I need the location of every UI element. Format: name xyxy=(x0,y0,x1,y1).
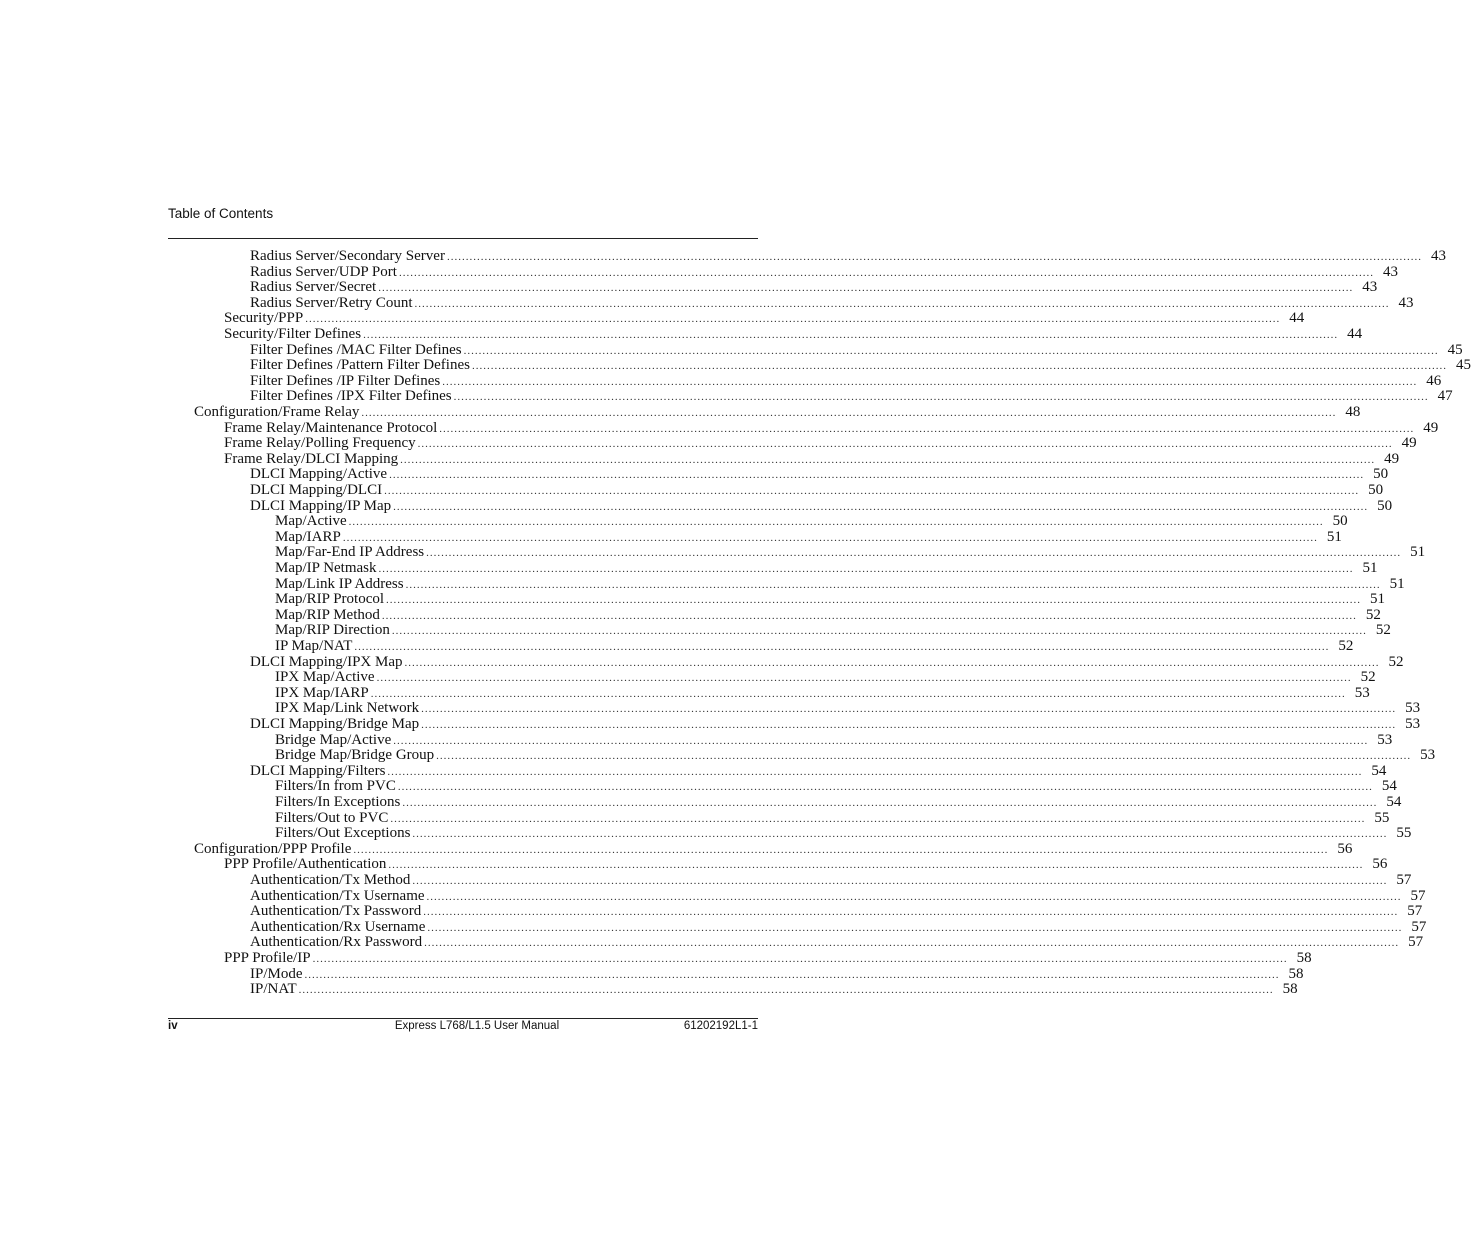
toc-dot-leader: .................................................................................................................................................................................................................................................................... xyxy=(391,625,1367,638)
toc-dot-leader: .................................................................................................................................................................................................................................................................... xyxy=(402,797,1378,809)
toc-entry-title: Bridge Map/Bridge Group xyxy=(275,747,435,764)
toc-entry[interactable] xyxy=(194,840,1353,857)
toc-dot-leader: .................................................................................................................................................................................................................................................................... xyxy=(389,469,1365,482)
toc-entry-page: 51 xyxy=(1389,575,1405,592)
toc-entry[interactable] xyxy=(275,606,1381,623)
toc-dot-leader: .................................................................................................................................................................................................................................................................... xyxy=(378,563,1354,575)
toc-entry[interactable] xyxy=(250,653,1404,670)
toc-dot-leader: .................................................................................................................................................................................................................................................................... xyxy=(414,297,1390,310)
toc-entry-title: Frame Relay/DLCI Mapping xyxy=(224,450,399,467)
toc-dot-leader: .................................................................................................................................................................................................................................................................... xyxy=(342,531,1318,544)
toc-entry-title: Filter Defines /IPX Filter Defines xyxy=(250,388,452,405)
toc-entry[interactable] xyxy=(224,326,1363,342)
toc-entry-title: Map/Link IP Address xyxy=(275,575,404,592)
toc-entry[interactable] xyxy=(275,747,1436,764)
toc-dot-leader: .................................................................................................................................................................................................................................................................... xyxy=(298,984,1274,997)
toc-entry-title: DLCI Mapping/IP Map xyxy=(250,497,392,514)
toc-dot-leader: .................................................................................................................................................................................................................................................................... xyxy=(421,719,1397,731)
toc-entry-title: Frame Relay/Polling Frequency xyxy=(224,435,416,452)
toc-entry-title: Map/IP Netmask xyxy=(275,560,377,576)
toc-entry-title: Authentication/Tx Password xyxy=(250,903,422,920)
toc-dot-leader: .................................................................................................................................................................................................................................................................... xyxy=(471,360,1447,373)
toc-entry-page: 56 xyxy=(1372,856,1388,873)
toc-entry-page: 52 xyxy=(1375,622,1391,639)
toc-entry[interactable] xyxy=(250,248,1446,264)
toc-dot-leader: .................................................................................................................................................................................................................................................................... xyxy=(417,438,1393,451)
toc-entry-page: 45 xyxy=(1447,341,1463,358)
toc-entry-page: 54 xyxy=(1381,778,1397,795)
toc-dot-leader: .................................................................................................................................................................................................................................................................... xyxy=(398,266,1374,279)
toc-entry[interactable] xyxy=(250,965,1304,982)
toc-entry[interactable] xyxy=(250,279,1378,296)
toc-entry[interactable] xyxy=(275,638,1354,654)
toc-entry[interactable] xyxy=(250,294,1414,311)
toc-entry-page: 52 xyxy=(1338,638,1354,654)
toc-dot-leader: .................................................................................................................................................................................................................................................................... xyxy=(370,687,1346,700)
toc-entry[interactable] xyxy=(224,435,1417,452)
toc-entry[interactable] xyxy=(250,466,1389,483)
toc-entry[interactable] xyxy=(250,903,1423,920)
toc-entry-title: PPP Profile/Authentication xyxy=(224,856,387,873)
toc-entry-title: Radius Server/Retry Count xyxy=(250,294,413,311)
toc-entry-page: 52 xyxy=(1365,606,1381,623)
toc-dot-leader: .................................................................................................................................................................................................................................................................... xyxy=(412,828,1388,841)
toc-dot-leader: .................................................................................................................................................................................................................................................................... xyxy=(463,344,1439,357)
toc-dot-leader: .................................................................................................................................................................................................................................................................... xyxy=(390,812,1366,825)
toc-dot-leader: .................................................................................................................................................................................................................................................................... xyxy=(393,500,1369,513)
toc-entry-title: Frame Relay/Maintenance Protocol xyxy=(224,419,438,436)
toc-dot-leader: .................................................................................................................................................................................................................................................................... xyxy=(354,641,1330,653)
toc-dot-leader: .................................................................................................................................................................................................................................................................... xyxy=(387,765,1363,778)
toc-entry[interactable] xyxy=(275,513,1348,530)
toc-entry-page: 50 xyxy=(1373,466,1389,483)
toc-entry[interactable] xyxy=(275,794,1402,810)
toc-dot-leader: .................................................................................................................................................................................................................................................................... xyxy=(405,578,1381,591)
footer-rule xyxy=(168,1018,758,1019)
toc-entry-page: 54 xyxy=(1371,762,1387,779)
toc-entry-title: Map/Far-End IP Address xyxy=(275,544,425,561)
toc-entry-title: Authentication/Rx Password xyxy=(250,934,423,951)
toc-entry[interactable] xyxy=(250,263,1398,280)
toc-entry-page: 50 xyxy=(1368,482,1384,498)
toc-entry-page: 53 xyxy=(1377,731,1393,748)
toc-entry-page: 44 xyxy=(1289,310,1305,327)
toc-entry[interactable] xyxy=(224,419,1439,436)
toc-entry-page: 57 xyxy=(1407,903,1423,920)
toc-dot-leader: .................................................................................................................................................................................................................................................................... xyxy=(305,313,1281,326)
toc-entry[interactable] xyxy=(250,918,1427,935)
toc-entry[interactable] xyxy=(250,934,1424,951)
toc-entry-page: 43 xyxy=(1362,279,1378,296)
toc-entry-title: Security/PPP xyxy=(224,310,304,327)
toc-entry-title: Filter Defines /MAC Filter Defines xyxy=(250,341,462,358)
toc-entry-title: IPX Map/IARP xyxy=(275,684,369,701)
toc-entry[interactable] xyxy=(250,388,1453,405)
toc-entry-title: DLCI Mapping/DLCI xyxy=(250,482,383,498)
toc-dot-leader: .................................................................................................................................................................................................................................................................... xyxy=(353,843,1329,856)
toc-dot-leader: .................................................................................................................................................................................................................................................................... xyxy=(400,453,1376,466)
toc-entry-page: 56 xyxy=(1337,840,1353,857)
toc-entry-page: 51 xyxy=(1362,560,1378,576)
toc-entry-title: Bridge Map/Active xyxy=(275,731,392,748)
toc-entry[interactable] xyxy=(250,716,1421,732)
toc-dot-leader: .................................................................................................................................................................................................................................................................... xyxy=(446,251,1422,263)
toc-dot-leader: .................................................................................................................................................................................................................................................................... xyxy=(386,594,1362,607)
toc-entry[interactable] xyxy=(250,497,1393,514)
toc-entry-page: 58 xyxy=(1288,965,1304,982)
toc-entry-page: 52 xyxy=(1388,653,1404,670)
footer-part-number: 61202192L1-1 xyxy=(683,1020,758,1032)
toc-dot-leader: .................................................................................................................................................................................................................................................................... xyxy=(378,282,1354,295)
toc-entry-title: Radius Server/UDP Port xyxy=(250,263,397,280)
toc-entry-page: 53 xyxy=(1405,700,1421,717)
toc-entry[interactable] xyxy=(224,450,1400,467)
toc-dot-leader: .................................................................................................................................................................................................................................................................... xyxy=(412,875,1388,887)
toc-entry[interactable] xyxy=(275,622,1391,639)
toc-entry-page: 57 xyxy=(1408,934,1424,951)
toc-entry-page: 57 xyxy=(1410,887,1426,904)
toc-entry-page: 44 xyxy=(1347,326,1363,342)
toc-dot-leader: .................................................................................................................................................................................................................................................................... xyxy=(423,906,1399,919)
toc-dot-leader: .................................................................................................................................................................................................................................................................... xyxy=(436,750,1412,763)
toc-entry[interactable] xyxy=(275,591,1386,608)
footer-page-number: iv xyxy=(168,1020,178,1032)
toc-entry-page: 43 xyxy=(1382,263,1398,280)
toc-entry-title: Authentication/Rx Username xyxy=(250,918,426,935)
toc-entry-title: Map/RIP Protocol xyxy=(275,591,385,608)
toc-dot-leader: .................................................................................................................................................................................................................................................................... xyxy=(388,859,1364,872)
toc-entry[interactable] xyxy=(250,762,1387,779)
toc-entry-title: DLCI Mapping/IPX Map xyxy=(250,653,403,670)
toc-entry-page: 53 xyxy=(1420,747,1436,764)
toc-entry[interactable] xyxy=(224,950,1312,966)
toc-entry[interactable] xyxy=(275,825,1412,842)
toc-dot-leader: .................................................................................................................................................................................................................................................................... xyxy=(384,485,1360,497)
toc-entry[interactable] xyxy=(275,778,1397,795)
toc-entry-title: Filters/Out to PVC xyxy=(275,809,389,826)
toc-entry-page: 53 xyxy=(1405,716,1421,732)
toc-entry[interactable] xyxy=(194,404,1361,420)
page-header-title: Table of Contents xyxy=(168,206,274,221)
toc-entry[interactable] xyxy=(250,372,1442,389)
toc-entry-title: Filter Defines /Pattern Filter Defines xyxy=(250,357,470,374)
toc-entry-title: Filter Defines /IP Filter Defines xyxy=(250,372,441,389)
toc-entry-page: 54 xyxy=(1386,794,1402,810)
toc-entry-page: 51 xyxy=(1370,591,1386,608)
toc-entry[interactable] xyxy=(275,560,1378,576)
toc-entry-page: 57 xyxy=(1396,872,1412,888)
toc-dot-leader: .................................................................................................................................................................................................................................................................... xyxy=(453,391,1429,404)
toc-entry-page: 52 xyxy=(1360,669,1376,686)
toc-entry-title: IPX Map/Link Network xyxy=(275,700,420,717)
toc-entry-page: 58 xyxy=(1282,981,1298,998)
toc-dot-leader: .................................................................................................................................................................................................................................................................... xyxy=(376,672,1352,685)
toc-dot-leader: .................................................................................................................................................................................................................................................................... xyxy=(404,656,1380,669)
toc-entry-page: 57 xyxy=(1411,918,1427,935)
toc-dot-leader: .................................................................................................................................................................................................................................................................... xyxy=(426,890,1402,903)
toc-entry-title: Filters/In Exceptions xyxy=(275,794,401,810)
toc-entry-title: PPP Profile/IP xyxy=(224,950,311,966)
toc-entry[interactable] xyxy=(275,700,1421,717)
footer-manual-title: Express L768/L1.5 User Manual xyxy=(394,1020,560,1032)
toc-dot-leader: .................................................................................................................................................................................................................................................................... xyxy=(361,407,1337,419)
toc-entry-title: Map/IARP xyxy=(275,528,341,545)
toc-entry[interactable] xyxy=(250,872,1412,888)
toc-dot-leader: .................................................................................................................................................................................................................................................................... xyxy=(439,422,1415,435)
toc-entry-title: Radius Server/Secret xyxy=(250,279,377,296)
toc-entry-page: 47 xyxy=(1437,388,1453,405)
toc-dot-leader: .................................................................................................................................................................................................................................................................... xyxy=(426,547,1402,560)
toc-entry-title: Authentication/Tx Username xyxy=(250,887,425,904)
toc-dot-leader: .................................................................................................................................................................................................................................................................... xyxy=(381,609,1357,622)
toc-entry-title: Map/RIP Direction xyxy=(275,622,390,639)
toc-entry[interactable] xyxy=(275,809,1390,826)
toc-dot-leader: .................................................................................................................................................................................................................................................................... xyxy=(397,781,1373,794)
toc-entry-title: IP/NAT xyxy=(250,981,297,998)
toc-entry-page: 55 xyxy=(1374,809,1390,826)
toc-dot-leader: .................................................................................................................................................................................................................................................................... xyxy=(421,703,1397,716)
toc-entry-title: Authentication/Tx Method xyxy=(250,872,411,888)
toc-entry-title: IP/Mode xyxy=(250,965,303,982)
toc-dot-leader: .................................................................................................................................................................................................................................................................... xyxy=(442,375,1418,388)
toc-entry-title: IPX Map/Active xyxy=(275,669,375,686)
toc-entry[interactable] xyxy=(275,544,1426,561)
toc-entry-page: 49 xyxy=(1423,419,1439,436)
toc-dot-leader: .................................................................................................................................................................................................................................................................... xyxy=(424,937,1400,950)
toc-entry-page: 49 xyxy=(1384,450,1400,467)
toc-entry[interactable] xyxy=(224,856,1388,873)
toc-entry[interactable] xyxy=(224,310,1305,327)
toc-entry-title: IP Map/NAT xyxy=(275,638,353,654)
toc-entry-title: Radius Server/Secondary Server xyxy=(250,248,445,264)
toc-entry-page: 50 xyxy=(1377,497,1393,514)
toc-entry-title: Configuration/Frame Relay xyxy=(194,404,360,420)
toc-entry[interactable] xyxy=(275,575,1405,592)
toc-dot-leader: .................................................................................................................................................................................................................................................................... xyxy=(304,968,1280,981)
toc-entry[interactable] xyxy=(250,887,1426,904)
toc-entry-title: Security/Filter Defines xyxy=(224,326,362,342)
toc-entry[interactable] xyxy=(250,482,1384,498)
toc-entry-title: Map/RIP Method xyxy=(275,606,380,623)
toc-entry[interactable] xyxy=(250,341,1463,358)
toc-entry-page: 51 xyxy=(1326,528,1342,545)
toc-entry-page: 51 xyxy=(1410,544,1426,561)
toc-entry-title: DLCI Mapping/Active xyxy=(250,466,388,483)
toc-entry[interactable] xyxy=(275,669,1376,686)
toc-entry[interactable] xyxy=(275,731,1393,748)
toc-entry-page: 48 xyxy=(1345,404,1361,420)
toc-dot-leader: .................................................................................................................................................................................................................................................................... xyxy=(363,329,1339,341)
toc-entry[interactable] xyxy=(275,528,1342,545)
toc-entry-title: Map/Active xyxy=(275,513,347,530)
toc-entry[interactable] xyxy=(250,981,1298,998)
toc-entry-page: 50 xyxy=(1332,513,1348,530)
toc-entry-title: Configuration/PPP Profile xyxy=(194,840,352,857)
toc-dot-leader: .................................................................................................................................................................................................................................................................... xyxy=(427,921,1403,934)
toc-entry-title: DLCI Mapping/Filters xyxy=(250,762,386,779)
toc-entry-page: 45 xyxy=(1455,357,1471,374)
toc-entry[interactable] xyxy=(275,684,1370,701)
toc-entry-page: 43 xyxy=(1398,294,1414,311)
toc-entry[interactable] xyxy=(250,357,1471,374)
toc-entry-page: 58 xyxy=(1296,950,1312,966)
toc-entry-page: 53 xyxy=(1354,684,1370,701)
toc-entry-title: Filters/Out Exceptions xyxy=(275,825,411,842)
toc-entry-title: Filters/In from PVC xyxy=(275,778,396,795)
toc-dot-leader: .................................................................................................................................................................................................................................................................... xyxy=(348,516,1324,529)
toc-entry-page: 55 xyxy=(1396,825,1412,842)
header-rule xyxy=(168,238,758,239)
toc-dot-leader: .................................................................................................................................................................................................................................................................... xyxy=(393,734,1369,747)
toc-entry-page: 49 xyxy=(1401,435,1417,452)
toc-entry-page: 43 xyxy=(1430,248,1446,264)
toc-dot-leader: .................................................................................................................................................................................................................................................................... xyxy=(312,953,1288,965)
toc-entry-title: DLCI Mapping/Bridge Map xyxy=(250,716,420,732)
toc-entry-page: 46 xyxy=(1426,372,1442,389)
